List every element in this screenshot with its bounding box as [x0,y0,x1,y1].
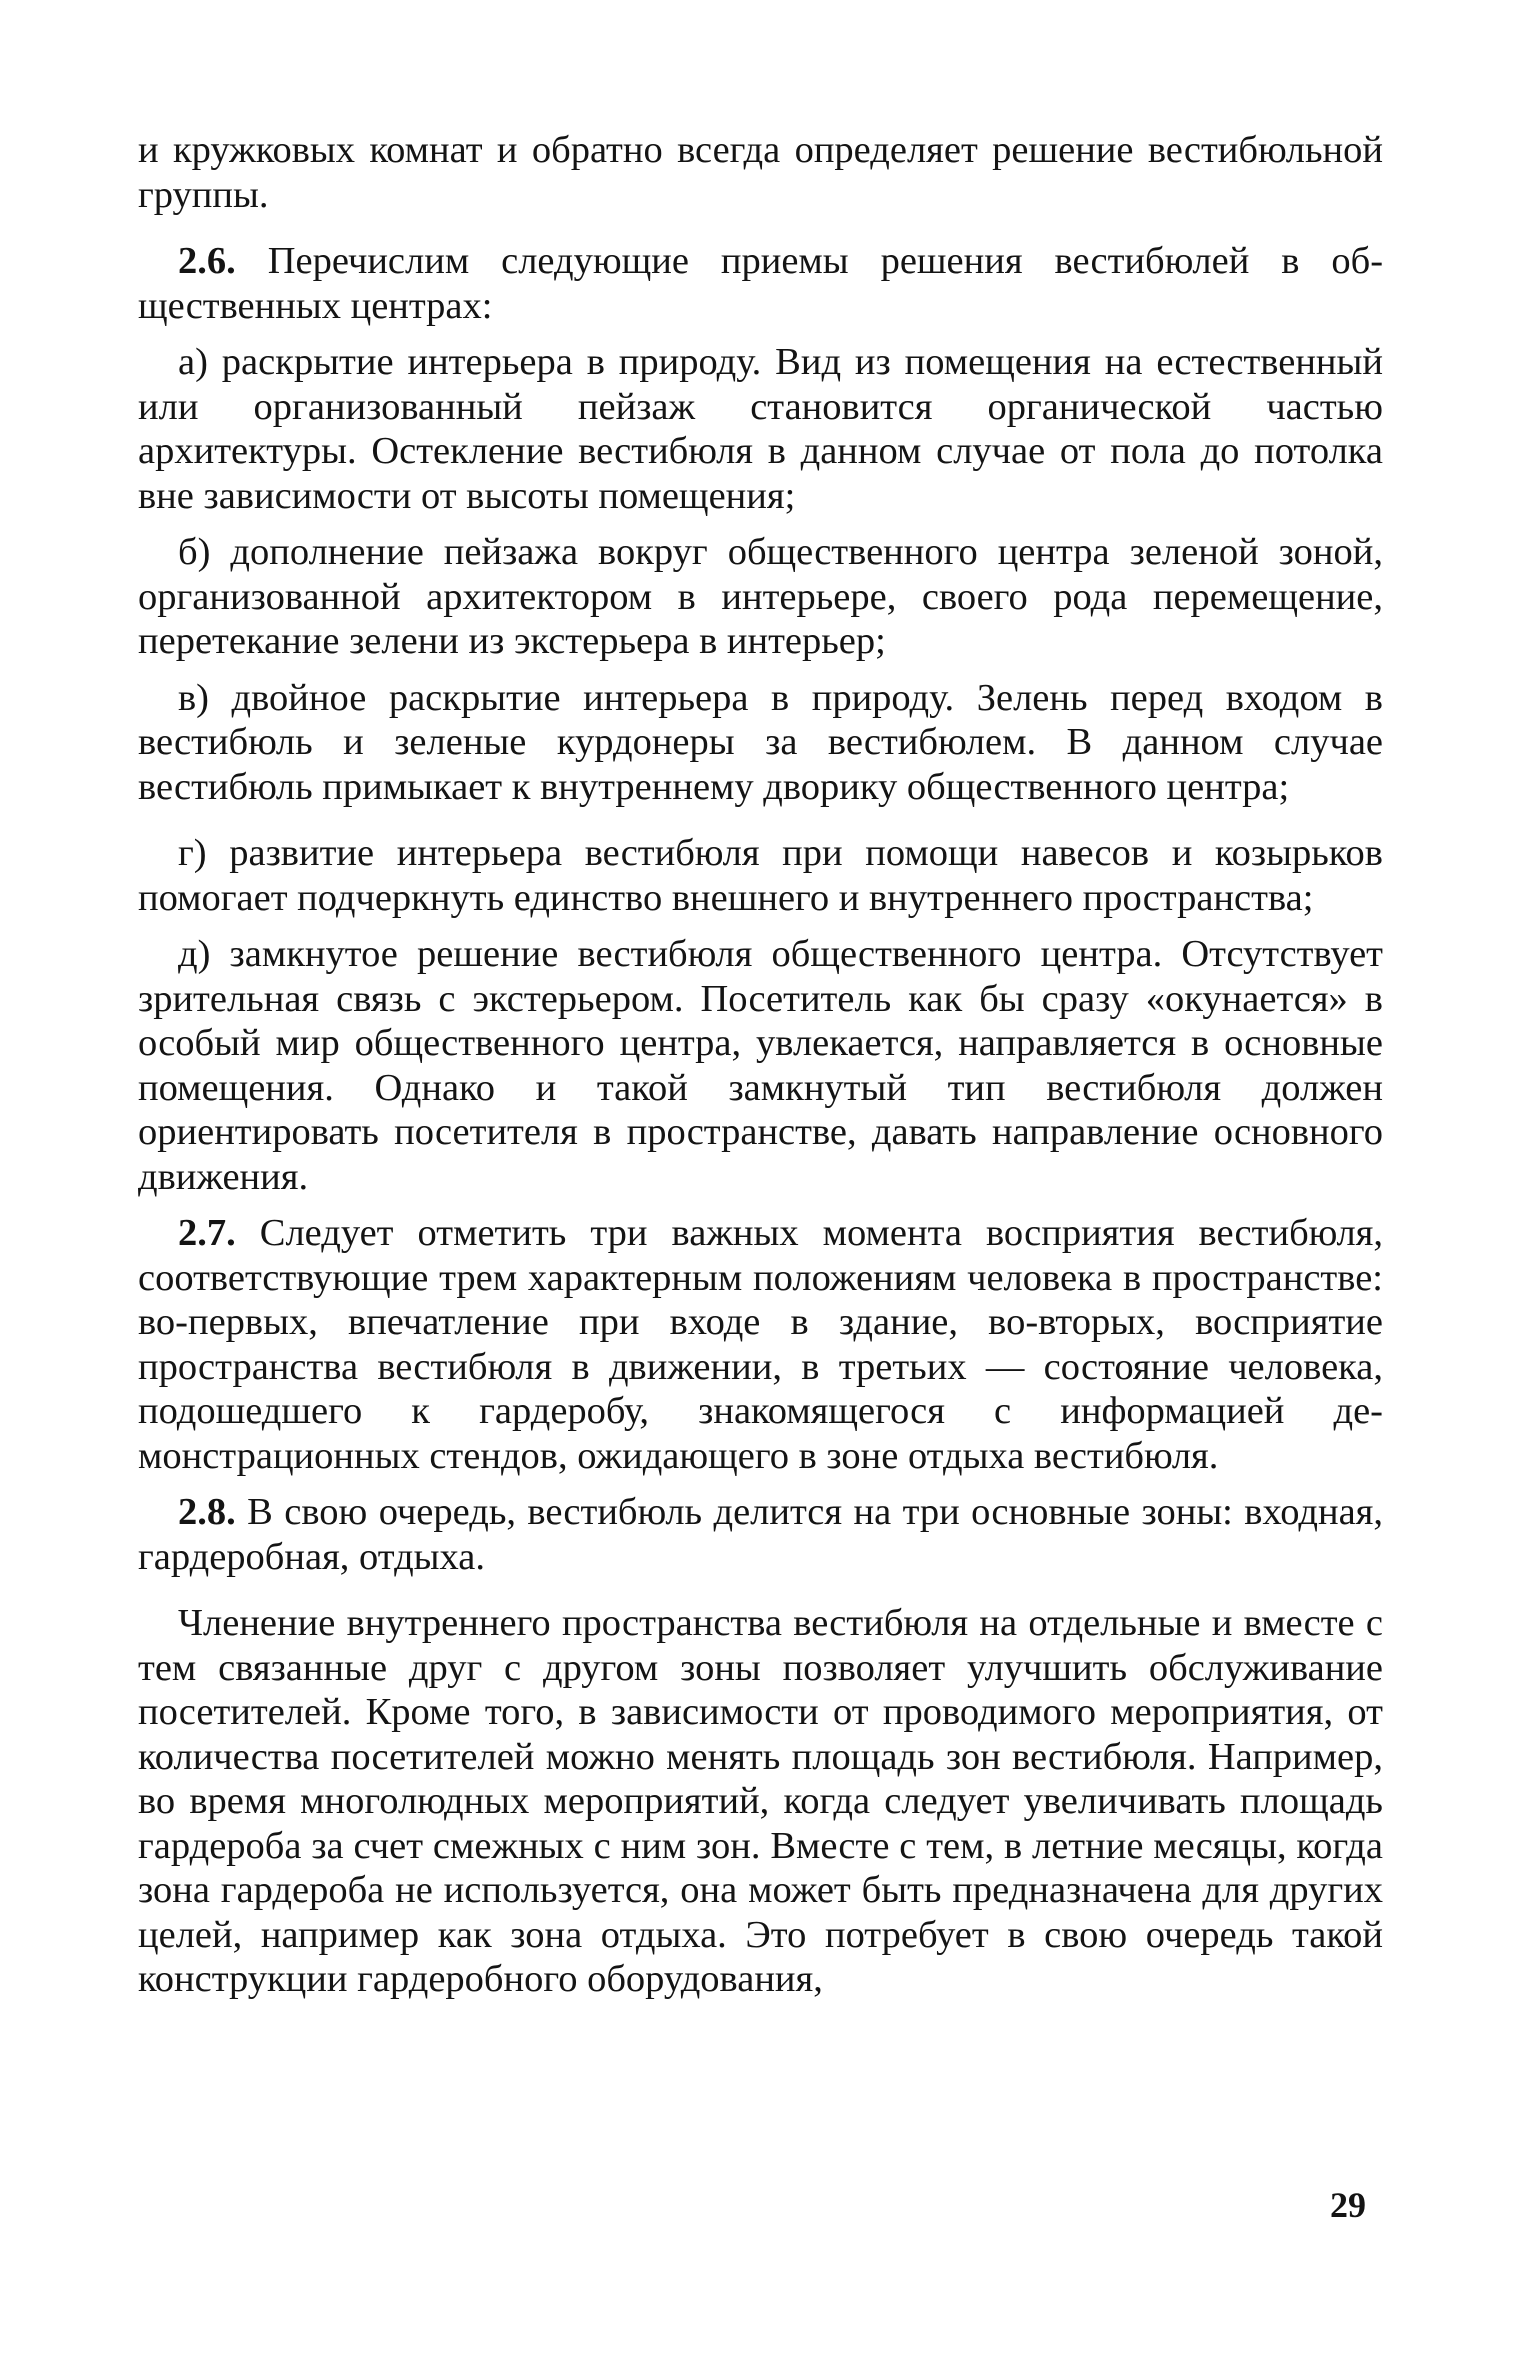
paragraph-text: В свою очередь, вестибюль делится на три основные зоны: входная, гардеробная, отдыха. [138,1491,1384,1578]
page-body [138,128,1383,2002]
paragraph-text: и кружковых комнат и обратно всегда определяет решение вестибюльной группы. [138,129,1383,216]
paragraph-item-g [138,831,1383,920]
paragraph-text: а) раскрытие интерьера в природу. Вид из помещения на естественный или организованный пейзаж становится органической частью архитектуры. Остекление вестибюля в данном случае от пола до потолка вне зависимости от высоты помещения; [138,341,1383,517]
section-number: 2.7. [178,1212,236,1254]
paragraph-continuation [138,128,1383,217]
paragraph-text: г) развитие интерьера вестибюля при помощи навесов и козырьков помогает подчеркнуть единство внешнего и внутреннего пространства; [138,832,1383,919]
paragraph-text: б) дополнение пейзажа вокруг общественного центра зеленой зоной, организованной архитектором в интерьере, своего рода перемещение, перетекание зелени из экстерьера в интерьер; [138,531,1383,662]
paragraph-text: Перечислим следующие приемы решения вестибюлей в общественных центрах: [138,240,1384,327]
paragraph-item-a [138,340,1383,518]
paragraph-text: в) двойное раскрытие интерьера в природу. Зелень перед входом в вестибюль и зеленые курдонеры за вестибюлем. В данном случае вестибюль примыкает к внутреннему дворику общественного центра; [138,676,1383,808]
page-number: 29 [1330,2185,1366,2225]
paragraph-section-2-8 [138,1490,1383,1579]
paragraph-text: д) замкнутое решение вестибюля общественного центра. Отсутствует зрительная связь с экстерьером. Посетитель как бы сразу «окунается» в особый мир общественного центра, увлекается, направляется в основные помещения. Однако и такой замкнутый тип вестибюля должен ориентировать посетителя в пространстве, давать направление основного движения. [138,933,1383,1198]
paragraph-text: Членение внутреннего пространства вестибюля на отдельные и вместе с тем связанные друг с другом зоны позволяет улучшить обслуживание посетителей. Кроме того, в зависимости от проводимого мероприятия, от количества посетителей можно менять площадь зон вестибюля. Например, во время многолюдных мероприятий, когда следует увеличивать площадь гардероба за счет смежных с ним зон. Вместе с тем, в летние месяцы, когда зона гардероба не используется, она может быть предназначена для других целей, например как зона отдыха. Это потребует в свою очередь такой конструкции гардеробного оборудования, [138,1602,1383,2000]
section-number: 2.8. [178,1491,236,1533]
paragraph-section-2-7 [138,1211,1383,1478]
paragraph-item-v [138,676,1383,810]
paragraph-section-2-6 [138,239,1383,328]
paragraph-text: Следует отметить три важных момента восприятия вестибюля, соответствующие трем характерным положениям человека в пространстве: во-первых, впечатление при входе в здание, во-вторых, восприятие пространства вестибюля в движении, в третьих — состояние человека, подошедшего к гардеробу, знакомящегося с информацией демонстрационных стендов, ожидающего в зоне отдыха вестибюля. [138,1212,1384,1477]
section-number: 2.6. [178,240,236,282]
paragraph-item-b [138,530,1383,664]
paragraph-item-d [138,932,1383,1199]
paragraph-zoning [138,1601,1383,2002]
